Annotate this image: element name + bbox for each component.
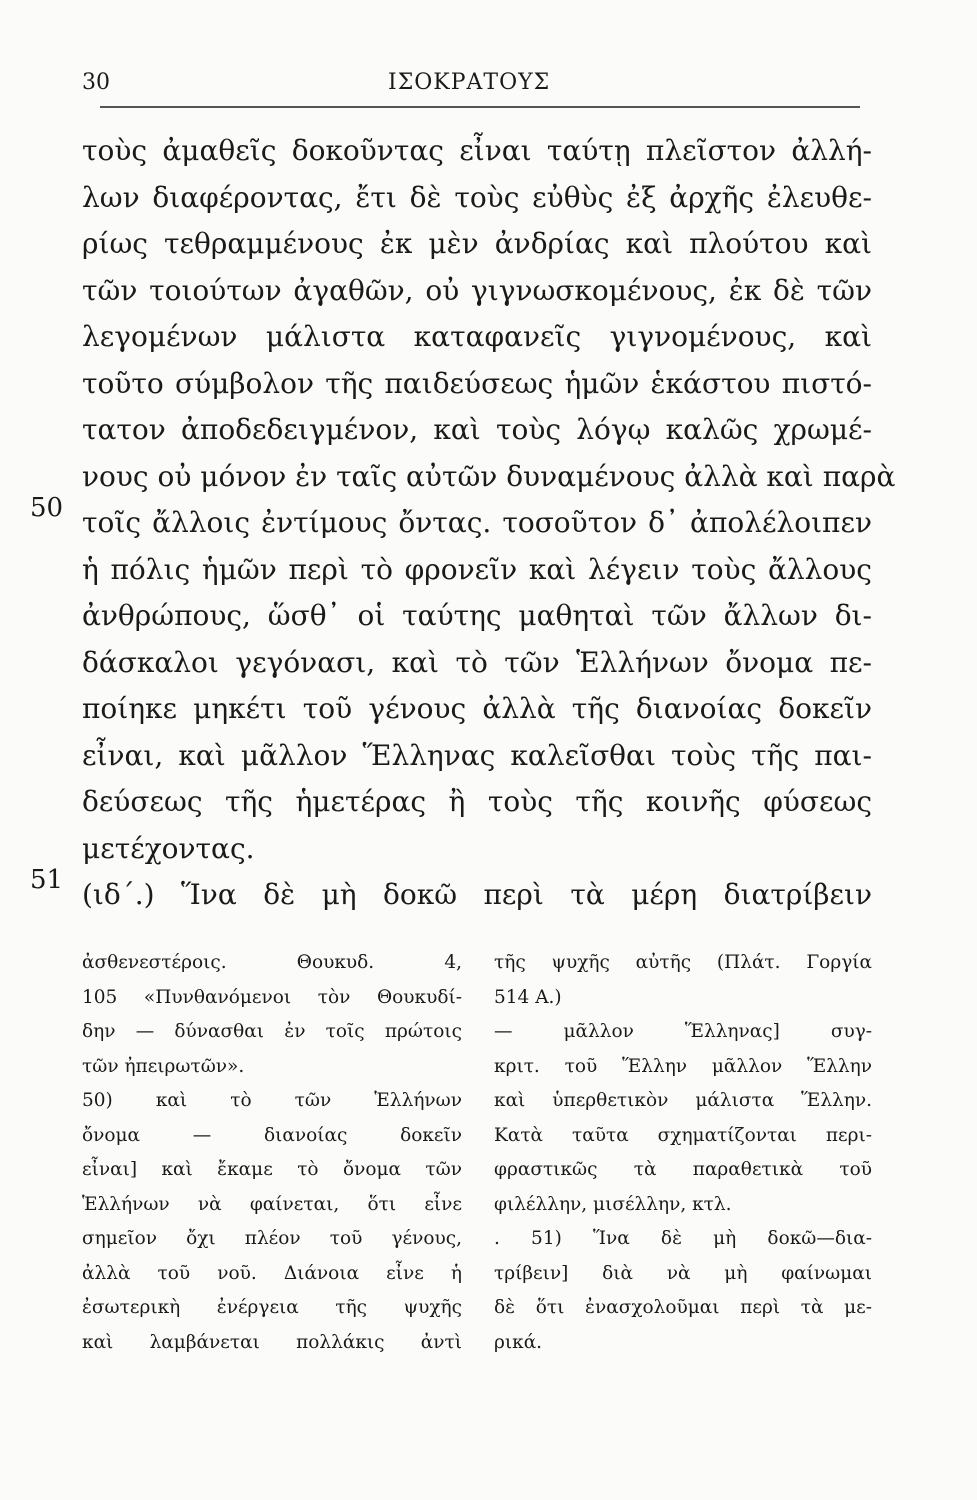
page-number: 30	[82, 70, 110, 95]
text-line: δάσκαλοι γεγόνασι, καὶ τὸ τῶν Ἑλλήνων ὄνομα πε-	[82, 645, 872, 679]
text-line: τοῖς ἄλλοις ἐντίμους ὄντας. τοσοῦτον δ᾿ ἀπολέλοιπεν	[82, 506, 872, 539]
text-line: τατον ἀποδεδειγμένον, καὶ τοὺς λόγῳ καλῶς χρωμέ-	[82, 413, 872, 446]
note-line: δην — δύνασθαι ἐν τοῖς πρώτοις	[82, 1021, 462, 1042]
note-line: ἀλλὰ τοῦ νοῦ. Διάνοια εἶνε ἡ	[82, 1262, 462, 1284]
text-line: δεύσεως τῆς ἡμετέρας ἢ τοὺς τῆς κοινῆς φύσεως	[82, 785, 872, 818]
note-line: τῶν ἠπειρωτῶν».	[82, 1055, 245, 1077]
text-line: νους οὐ μόνον ἐν ταῖς αὐτῶν δυναμένους ἀλλὰ καὶ παρὰ	[82, 459, 896, 493]
note-line: ὄνομα — διανοίας δοκεῖν	[82, 1124, 462, 1146]
note-line: σημεῖον ὄχι πλέον τοῦ γένους,	[82, 1228, 462, 1249]
note-line: δὲ ὅτι ἐνασχολοῦμαι περὶ τὰ με-	[494, 1297, 872, 1318]
text-line: τοὺς ἀμαθεῖς δοκοῦντας εἶναι ταύτῃ πλεῖστον ἀλλή-	[82, 134, 872, 167]
text-line: μετέχοντας.	[82, 831, 255, 865]
note-line: φραστικῶς τὰ παραθετικὰ τοῦ	[494, 1159, 872, 1180]
section-number-51: 51	[30, 865, 64, 895]
text-line: ἀνθρώπους, ὥσθ᾿ οἱ ταύτης μαθηταὶ τῶν ἄλλων δι-	[82, 599, 872, 632]
text-line: εἶναι, καὶ μᾶλλον Ἕλληνας καλεῖσθαι τοὺς τῆς παι-	[82, 738, 872, 772]
note-line: . 51) Ἵνα δὲ μὴ δοκῶ—δια-	[494, 1228, 872, 1249]
text-line: τοῦτο σύμβολον τῆς παιδεύσεως ἡμῶν ἑκάστου πιστό-	[82, 366, 872, 400]
note-line: 514 Α.)	[494, 986, 562, 1008]
note-line: ἐσωτερικὴ ἐνέργεια τῆς ψυχῆς	[82, 1297, 462, 1318]
note-line: φιλέλλην, μισέλλην, κτλ.	[494, 1193, 732, 1215]
commentary-left-column	[82, 946, 462, 1360]
text-line: ἡ πόλις ἡμῶν περὶ τὸ φρονεῖν καὶ λέγειν τοὺς ἄλλους	[82, 552, 872, 586]
text-line: λεγομένων μάλιστα καταφανεῖς γιγνομένους, καὶ	[82, 320, 872, 353]
note-line: καὶ ὑπερθετικὸν μάλιστα Ἕλλην.	[494, 1090, 872, 1111]
commentary-right-column	[494, 946, 872, 1360]
note-line: τρίβειν] διὰ νὰ μὴ φαίνωμαι	[494, 1262, 872, 1284]
note-line: Ἑλλήνων νὰ φαίνεται, ὅτι εἶνε	[82, 1193, 462, 1215]
running-title: ΙΣΟΚΡΑΤΟΥΣ	[388, 70, 551, 95]
note-line: Κατὰ ταῦτα σχηματίζονται περι-	[494, 1124, 872, 1146]
note-line: ρικά.	[494, 1331, 543, 1353]
note-line: τῆς ψυχῆς αὐτῆς (Πλάτ. Γοργία	[494, 952, 872, 973]
note-line: ἀσθενεστέροις. Θουκυδ. 4,	[82, 952, 462, 973]
note-line: κριτ. τοῦ Ἕλλην μᾶλλον Ἕλλην	[494, 1055, 872, 1077]
main-text	[82, 128, 896, 919]
section-number-50: 50	[30, 493, 64, 523]
text-line: λων διαφέροντας, ἔτι δὲ τοὺς εὐθὺς ἐξ ἀρχῆς ἐλευθε-	[82, 180, 872, 214]
note-line: 105 «Πυνθανόμενοι τὸν Θουκυδί-	[82, 986, 462, 1008]
text-line: τῶν τοιούτων ἀγαθῶν, οὐ γιγνωσκομένους, ἐκ δὲ τῶν	[82, 273, 872, 307]
header-rule	[100, 106, 860, 108]
page-header	[0, 70, 977, 104]
note-line: καὶ λαμβάνεται πολλάκις ἀντὶ	[82, 1331, 462, 1353]
note-line: 50) καὶ τὸ τῶν Ἑλλήνων	[82, 1090, 462, 1111]
text-line: ποίηκε μηκέτι τοῦ γένους ἀλλὰ τῆς διανοίας δοκεῖν	[82, 692, 872, 725]
note-line: — μᾶλλον Ἕλληνας] συγ-	[494, 1021, 872, 1042]
text-line: ρίως τεθραμμένους ἐκ μὲν ἀνδρίας καὶ πλούτου καὶ	[82, 227, 872, 260]
text-line: (ιδ΄.) Ἵνα δὲ μὴ δοκῶ περὶ τὰ μέρη διατρίβειν	[82, 878, 872, 911]
note-line: εἶναι] καὶ ἔκαμε τὸ ὄνομα τῶν	[82, 1159, 462, 1180]
